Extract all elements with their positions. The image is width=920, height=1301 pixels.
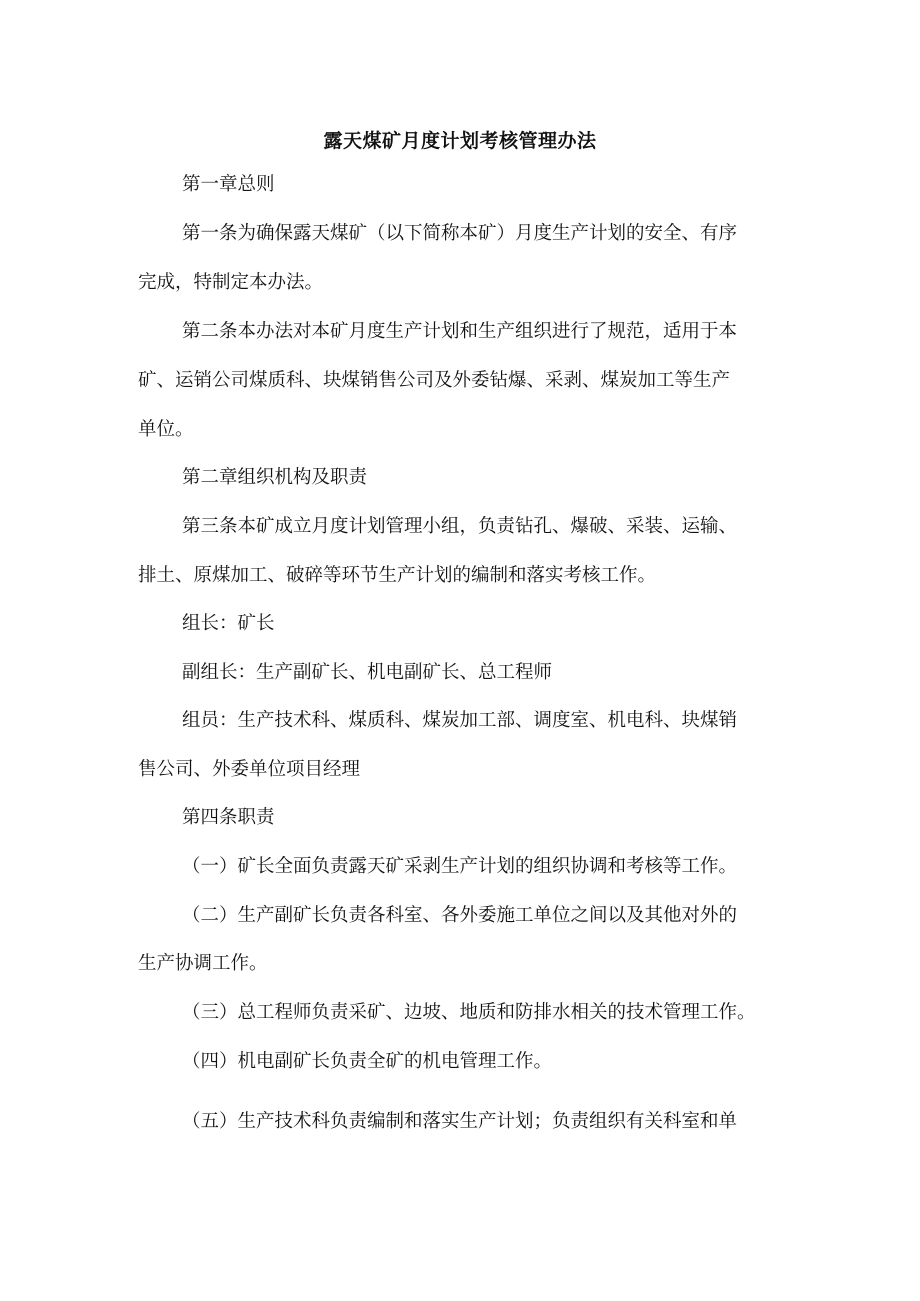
article-3-line-2: 排土、原煤加工、破碎等环节生产计划的编制和落实考核工作。	[138, 565, 657, 586]
group-members-line-2: 售公司、外委单位项目经理	[138, 759, 361, 780]
group-members-line-1: 组员：生产技术科、煤质科、煤炭加工部、调度室、机电科、块煤销	[182, 710, 738, 731]
chapter-1-heading: 第一章总则	[182, 174, 275, 195]
article-2-line-3: 单位。	[138, 419, 194, 440]
duty-1: （一）矿长全面负责露天矿采剥生产计划的组织协调和考核等工作。	[182, 856, 738, 877]
article-2-line-1: 第二条本办法对本矿月度生产计划和生产组织进行了规范，适用于本	[182, 321, 738, 342]
duty-2-line-1: （二）生产副矿长负责各科室、各外委施工单位之间以及其他对外的	[182, 905, 738, 926]
article-1-line-1: 第一条为确保露天煤矿（以下简称本矿）月度生产计划的安全、有序	[182, 223, 738, 244]
article-2-line-2: 矿、运销公司煤质科、块煤销售公司及外委钻爆、采剥、煤炭加工等生产	[138, 370, 731, 391]
duty-4: （四）机电副矿长负责全矿的机电管理工作。	[182, 1051, 553, 1072]
duty-2-line-2: 生产协调工作。	[138, 953, 268, 974]
duty-3: （三）总工程师负责采矿、边坡、地质和防排水相关的技术管理工作。	[182, 1002, 756, 1023]
deputy-group-leader: 副组长：生产副矿长、机电副矿长、总工程师	[182, 662, 553, 683]
group-leader: 组长：矿长	[182, 613, 275, 634]
duty-5-line-1: （五）生产技术科负责编制和落实生产计划；负责组织有关科室和单	[182, 1111, 738, 1132]
article-3-line-1: 第三条本矿成立月度计划管理小组，负责钻孔、爆破、采装、运输、	[182, 516, 738, 537]
document-title: 露天煤矿月度计划考核管理办法	[323, 130, 597, 152]
article-1-line-2: 完成，特制定本办法。	[138, 272, 324, 293]
article-4-heading: 第四条职责	[182, 807, 275, 828]
chapter-2-heading: 第二章组织机构及职责	[182, 467, 368, 488]
